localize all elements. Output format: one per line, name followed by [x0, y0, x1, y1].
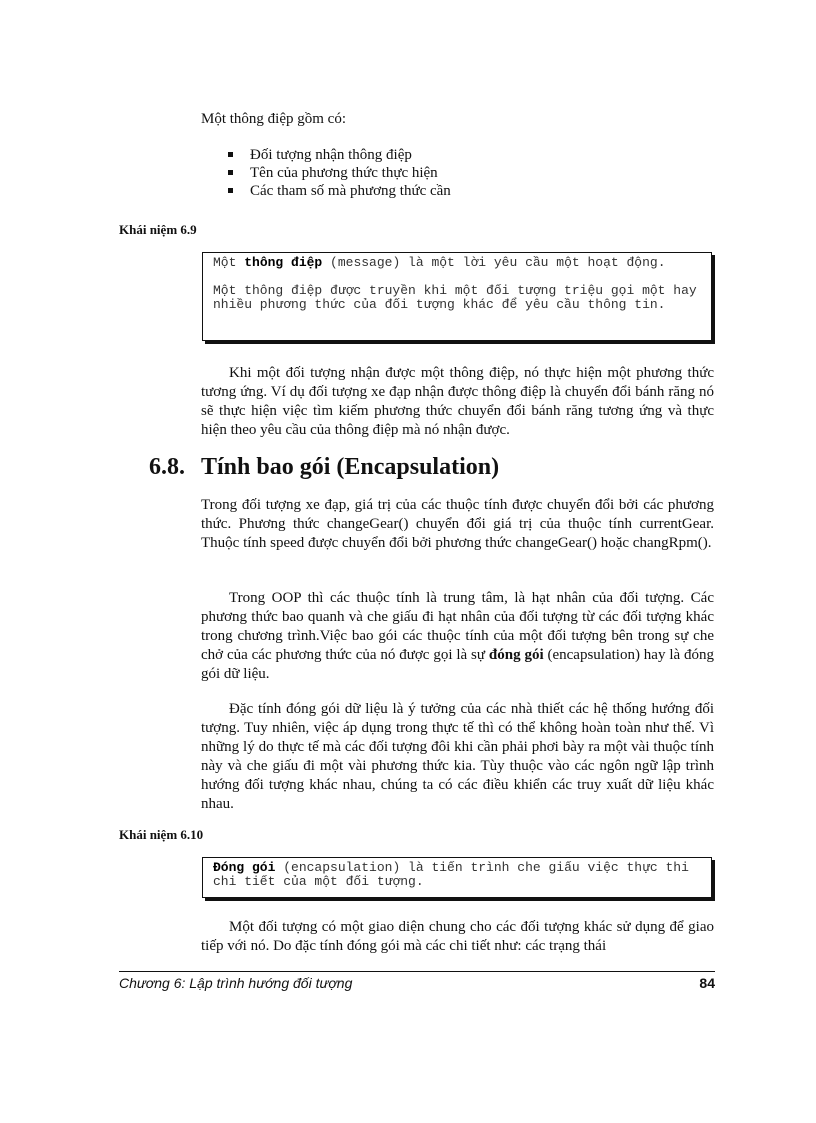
paragraph-message-handling: Khi một đối tượng nhận được một thông điệp, nó thực hiện một phương thức tương ứng. Ví dụ đối tượng xe đạp nhận được thông điệp là chuyển đổi bánh răng nó sẽ thực hiện việc tìm kiếm phương thức chuyển đổi bánh răng tương ứng và thực hiện theo yêu cầu của thông điệp mà nó nhận được. [201, 365, 714, 438]
footer-chapter-title: Chương 6: Lập trình hướng đối tượng [119, 975, 353, 991]
concept-label-6-9: Khái niệm 6.9 [119, 222, 197, 237]
list-item: Đối tượng nhận thông điệp [226, 146, 451, 164]
paragraph-encapsulation-practice: Đặc tính đóng gói dữ liệu là ý tưởng của các nhà thiết các hệ thống hướng đối tượng. Tuy nhiên, việc áp dụng trong thực tế thì có thể không hoàn toàn như thế. Vì những lý do thực tế mà các đối tượng đôi khi cần phải phơi bày ra một vài thuộc tính này và che giấu đi một vài phương thức kia. Tùy thuộc vào các ngôn ngữ lập trình hướng đối tượng khác nhau, chúng ta có các điều khiển các truy xuất dữ liệu khác nhau. [201, 701, 714, 812]
concept-label-6-10: Khái niệm 6.10 [119, 827, 204, 842]
bullet-list [226, 146, 451, 200]
section-heading [149, 454, 499, 481]
definition-line-2: Một thông điệp được truyền khi một đối tượng triệu gọi một hay nhiều phương thức của đối tượng khác để yêu cầu thông tin. [213, 283, 697, 312]
definition-line-1: Một thông điệp (message) là một lời yêu cầu một hoạt động. [213, 255, 666, 270]
page-number: 84 [699, 975, 715, 991]
emphasis-term: đóng gói [488, 647, 544, 663]
paragraph-bicycle-methods: Trong đối tượng xe đạp, giá trị của các thuộc tính được chuyển đổi bởi các phương thức. Phương thức changeGear() chuyển đổi giá trị của thuộc tính currentGear. Thuộc tính speed được chuyển đổi bởi phương thức changeGear() hoặc changRpm(). [201, 497, 714, 551]
definition-term: Đóng gói [213, 860, 276, 875]
definition-box-encapsulation [202, 857, 712, 898]
list-item: Tên của phương thức thực hiện [226, 164, 451, 182]
list-item: Các tham số mà phương thức cần [226, 182, 451, 200]
footer-divider [119, 971, 715, 972]
definition-box-message [202, 252, 712, 341]
section-number: 6.8. [149, 454, 185, 480]
intro-text: Một thông điệp gồm có: [201, 111, 346, 127]
section-title: Tính bao gói (Encapsulation) [201, 454, 500, 480]
definition-term: thông điệp [244, 255, 323, 270]
definition-line: Đóng gói (encapsulation) là tiến trình che giấu việc thực thi chi tiết của một đối tượng. [213, 860, 689, 889]
paragraph-interface: Một đối tượng có một giao diện chung cho các đối tượng khác sử dụng để giao tiếp với nó. Do đặc tính đóng gói mà các chi tiết như: các trạng thái [201, 919, 714, 954]
paragraph-oop-core: Trong OOP thì các thuộc tính là trung tâm, là hạt nhân của đối tượng. Các phương thức bao quanh và che giấu đi hạt nhân của đối tượng từ các đối tượng khác trong chương trình.Việc bao gói các thuộc tính của một đối tượng bên trong sự che chở của các phương thức của nó được gọi là sự đóng gói (encapsulation) hay là đóng gói dữ liệu. [201, 590, 715, 682]
